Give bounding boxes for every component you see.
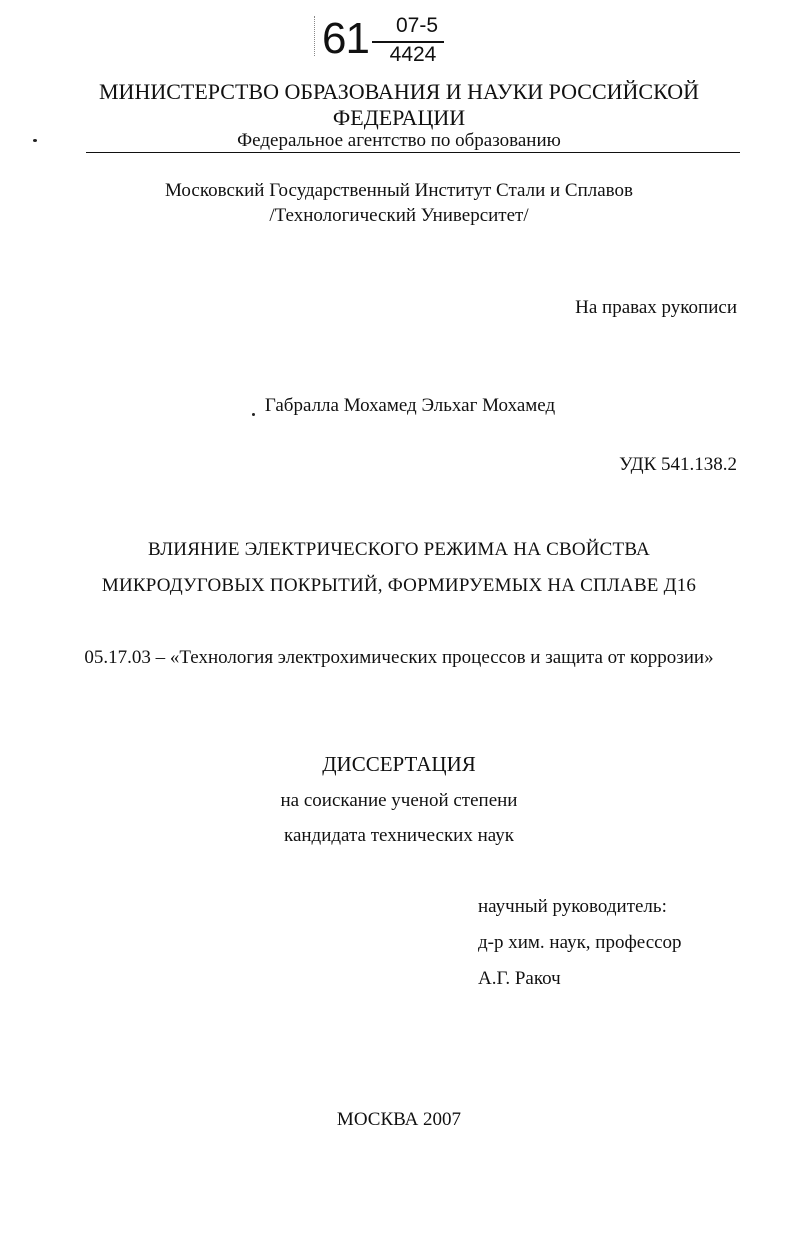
library-stamp-denominator: 4424 xyxy=(389,43,437,66)
institute-name-line1: Московский Государственный Институт Стали и Сплавов xyxy=(165,180,633,201)
udc-code: УДК 541.138.2 xyxy=(619,454,737,475)
ministry-name-line2: ФЕДЕРАЦИИ xyxy=(332,105,466,130)
header-divider xyxy=(86,152,740,153)
degree-line2: кандидата технических наук xyxy=(284,825,514,846)
specialty-code: 05.17.03 – «Технология электрохимических процессов и защита от коррозии» xyxy=(84,647,714,668)
scan-speck xyxy=(33,139,37,142)
city-year: МОСКВА 2007 xyxy=(336,1109,462,1130)
supervisor-label: научный руководитель: xyxy=(478,896,667,917)
thesis-title-line1: ВЛИЯНИЕ ЭЛЕКТРИЧЕСКОГО РЕЖИМА НА СВОЙСТВА xyxy=(148,539,650,560)
supervisor-title: д-р хим. наук, профессор xyxy=(478,932,682,953)
library-stamp-code: 61 xyxy=(322,14,369,63)
author-name: Габралла Мохамед Эльхаг Мохамед xyxy=(264,395,556,416)
degree-line1: на соискание ученой степени xyxy=(280,790,518,811)
scan-speck xyxy=(252,413,255,416)
stamp-margin-mark xyxy=(314,16,315,56)
ministry-name-line1: МИНИСТЕРСТВО ОБРАЗОВАНИЯ И НАУКИ РОССИЙСКОЙ xyxy=(99,79,699,104)
agency-name: Федеральное агентство по образованию xyxy=(237,130,561,151)
document-type: ДИССЕРТАЦИЯ xyxy=(322,752,476,776)
supervisor-name: А.Г. Ракоч xyxy=(478,968,561,989)
institute-name-line2: /Технологический Университет/ xyxy=(269,205,529,226)
library-stamp-numerator: 07-5 xyxy=(395,14,439,37)
manuscript-rights-note: На правах рукописи xyxy=(575,297,737,318)
thesis-title-line2: МИКРОДУГОВЫХ ПОКРЫТИЙ, ФОРМИРУЕМЫХ НА СПЛАВЕ Д16 xyxy=(101,575,697,596)
